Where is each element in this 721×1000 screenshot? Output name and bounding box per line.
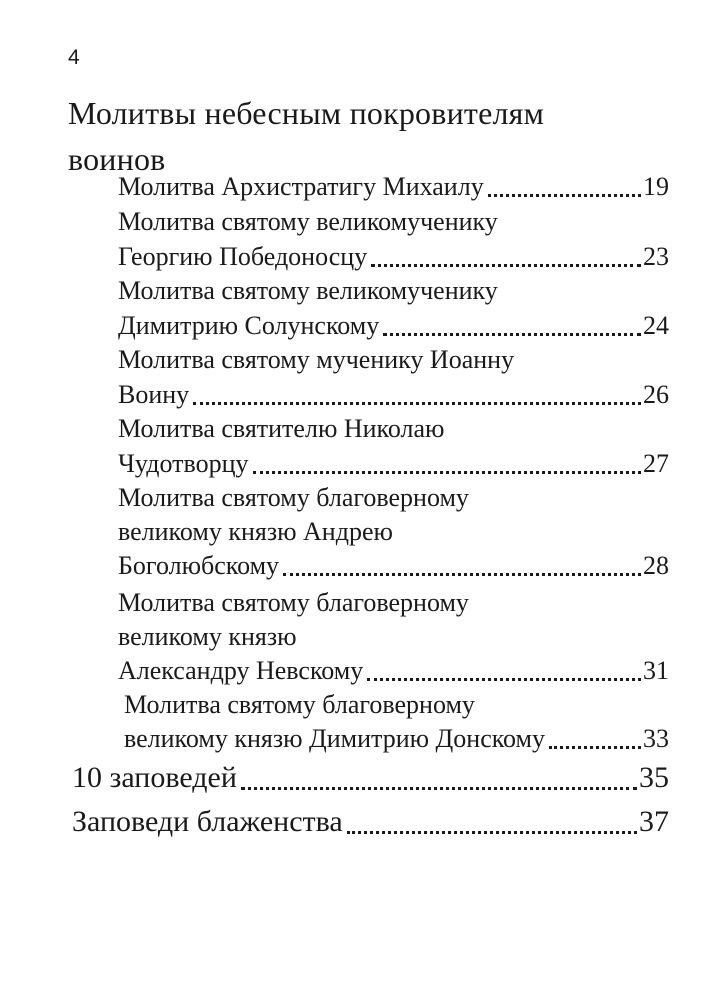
toc-entry-title: великому князю Андрею bbox=[118, 517, 393, 546]
toc-entry-title-line bbox=[118, 515, 393, 549]
toc-entry-title: Молитва святому великомученику bbox=[118, 207, 498, 236]
toc-entry-title: Молитва Архистратигу Михаилу bbox=[118, 172, 484, 201]
toc-entry-title: Молитва святому великомученику bbox=[118, 276, 498, 305]
dot-leader bbox=[283, 567, 641, 576]
dot-leader bbox=[253, 465, 641, 474]
toc-page-number: 24 bbox=[643, 311, 669, 340]
toc-entry-title-line bbox=[118, 274, 498, 308]
toc-entry-title: Александру Невскому bbox=[118, 656, 364, 685]
toc-page-number: 27 bbox=[643, 449, 669, 478]
dot-leader bbox=[241, 781, 637, 790]
toc-entry-title: 10 заповедей bbox=[72, 761, 237, 794]
dot-leader bbox=[371, 258, 641, 267]
toc-entry-title: Боголюбскому bbox=[118, 551, 280, 580]
toc-entry-demetrius-donskoy[interactable] bbox=[124, 722, 669, 756]
toc-entry-title: Молитва святому благоверному bbox=[118, 588, 469, 617]
toc-entry-title: Чудотворцу bbox=[118, 449, 249, 478]
toc-entry-title: Молитва святому мученику Иоанну bbox=[118, 345, 515, 374]
toc-entry-title-line bbox=[124, 688, 475, 722]
toc-entry-title: Георгию Победоносцу bbox=[118, 242, 368, 271]
toc-page-number: 35 bbox=[639, 761, 669, 794]
toc-entry-archangel-michael[interactable] bbox=[118, 170, 669, 204]
toc-entry-title-line bbox=[118, 620, 297, 654]
page-number: 4 bbox=[68, 46, 80, 69]
toc-entry-title: Димитрию Солунскому bbox=[118, 311, 380, 340]
toc-entry-nicholas[interactable] bbox=[118, 447, 669, 481]
toc-entry-beatitudes[interactable] bbox=[72, 802, 669, 842]
toc-page-number: 31 bbox=[643, 656, 669, 685]
dot-leader bbox=[347, 825, 637, 834]
toc-entry-title-line bbox=[118, 481, 469, 515]
section-heading-line: Молитвы небесным покровителям bbox=[68, 95, 545, 131]
dot-leader bbox=[383, 327, 641, 336]
section-heading-line: воинов bbox=[68, 141, 166, 177]
toc-page-number: 37 bbox=[639, 805, 669, 838]
toc-page-number: 28 bbox=[643, 551, 669, 580]
toc-page-number: 33 bbox=[643, 724, 669, 753]
toc-entry-ten-commandments[interactable] bbox=[72, 758, 669, 798]
toc-entry-george[interactable] bbox=[118, 240, 669, 274]
toc-entry-title-line bbox=[118, 412, 444, 446]
toc-entry-title-line bbox=[118, 343, 514, 377]
toc-entry-title-line bbox=[118, 586, 469, 620]
toc-entry-john-warrior[interactable] bbox=[118, 378, 669, 412]
toc-entry-alexander[interactable] bbox=[118, 654, 669, 688]
toc-entry-title: великому князю Димитрию Донскому bbox=[124, 724, 546, 753]
dot-leader bbox=[193, 396, 641, 405]
toc-page-number: 26 bbox=[643, 380, 669, 409]
toc-entry-title: Молитва святому благоверному bbox=[124, 690, 475, 719]
section-heading bbox=[68, 90, 668, 182]
toc-entry-title: великому князю bbox=[118, 622, 297, 651]
dot-leader bbox=[488, 188, 641, 197]
toc-page-number: 23 bbox=[643, 242, 669, 271]
toc-entry-title-line bbox=[118, 205, 498, 239]
toc-entry-andrew[interactable] bbox=[118, 549, 669, 583]
toc-page-number: 19 bbox=[643, 172, 669, 201]
dot-leader bbox=[549, 740, 641, 749]
toc-entry-title: Молитва святому благоверному bbox=[118, 483, 469, 512]
toc-entry-title: Заповеди блаженства bbox=[72, 805, 343, 838]
toc-entry-title: Воину bbox=[118, 380, 190, 409]
dot-leader bbox=[367, 672, 641, 681]
toc-entry-title: Молитва святителю Николаю bbox=[118, 414, 445, 443]
toc-entry-demetrius[interactable] bbox=[118, 309, 669, 343]
